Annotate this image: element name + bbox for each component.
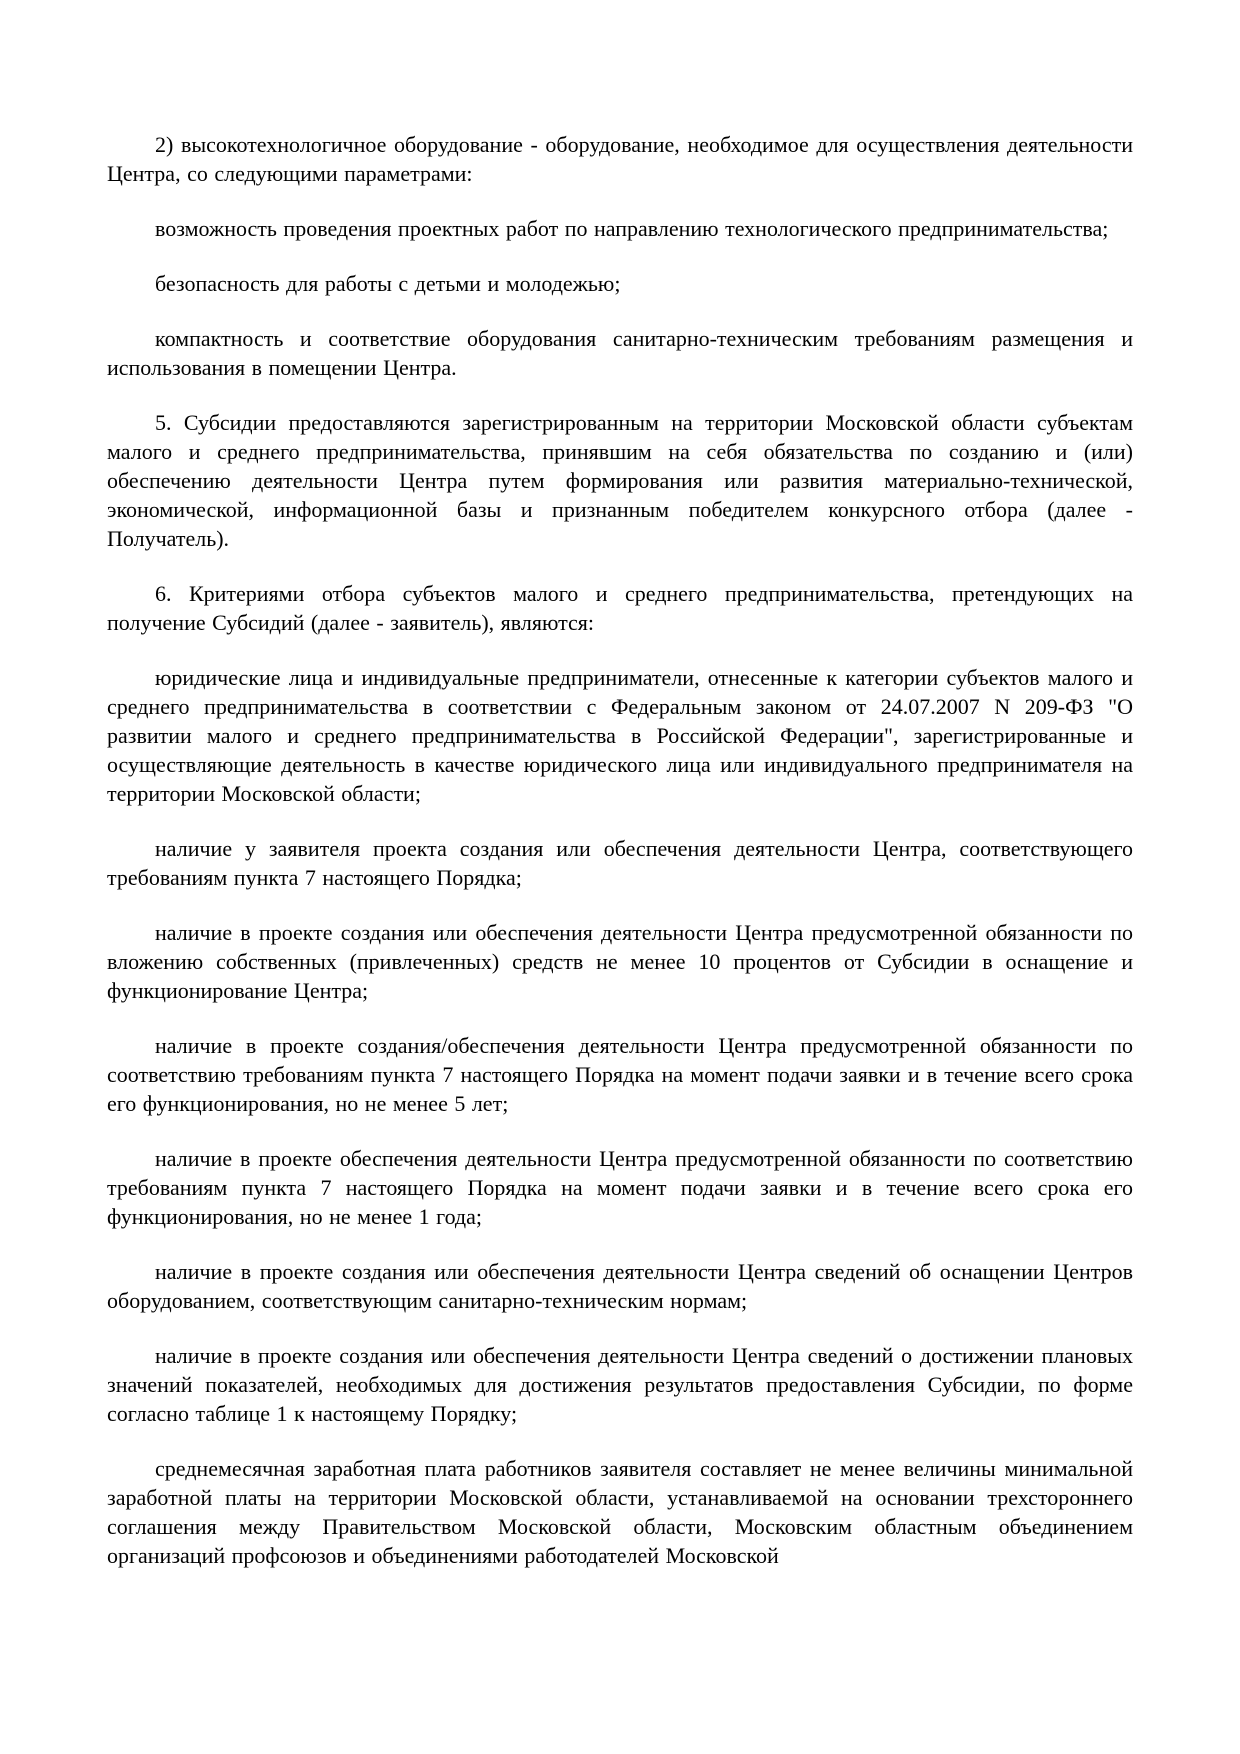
paragraph-criterion-project-existence: наличие у заявителя проекта создания или обеспечения деятельности Центра, соответствующего требованиям пункта 7 настоящего Порядка; xyxy=(107,836,1133,890)
paragraph-equipment-definition: 2) высокотехнологичное оборудование - оборудование, необходимое для осуществления деятельности Центра, со следующими параметрами: xyxy=(107,132,1133,186)
paragraph-param-project-work: возможность проведения проектных работ по направлению технологического предпринимательства; xyxy=(155,216,1109,241)
paragraph-criterion-own-funds: наличие в проекте создания или обеспечения деятельности Центра предусмотренной обязанности по вложению собственных (привлеченных) средств не менее 10 процентов от Субсидии в оснащение и функционирование Центра; xyxy=(107,920,1133,1003)
paragraph-param-safety: безопасность для работы с детьми и молодежью; xyxy=(155,271,621,296)
paragraph-criterion-1-year: наличие в проекте обеспечения деятельности Центра предусмотренной обязанности по соответствию требованиям пункта 7 настоящего Порядка на момент подачи заявки и в течение всего срока его функционирования, но не менее 1 года; xyxy=(107,1146,1133,1229)
paragraph-criterion-planned-indicators: наличие в проекте создания или обеспечения деятельности Центра сведений о достижении плановых значений показателей, необходимых для достижения результатов предоставления Субсидии, по форме согласно таблице 1 к настоящему Порядку; xyxy=(107,1343,1133,1426)
paragraph-clause-5: 5. Субсидии предоставляются зарегистрированным на территории Московской области субъектам малого и среднего предпринимательства, принявшим на себя обязательства по созданию и (или) обеспечению деятельности Центра путем формирования или развития материально-технической, экономической, информационной базы и признанным победителем конкурсного отбора (далее - Получатель). xyxy=(107,410,1133,551)
paragraph-param-compactness: компактность и соответствие оборудования санитарно-техническим требованиям размещения и использования в помещении Центра. xyxy=(107,326,1133,380)
paragraph-clause-6: 6. Критериями отбора субъектов малого и среднего предпринимательства, претендующих на получение Субсидий (далее - заявитель), являются: xyxy=(107,581,1133,635)
paragraph-criterion-legal-entities: юридические лица и индивидуальные предприниматели, отнесенные к категории субъектов малого и среднего предпринимательства в соответствии с Федеральным законом от 24.07.2007 N 209-ФЗ "О развитии малого и среднего предпринимательства в Российской Федерации", зарегистрированные и осуществляющие деятельность в качестве юридического лица или индивидуального предпринимателя на территории Московской области; xyxy=(107,665,1133,806)
paragraph-criterion-5-years: наличие в проекте создания/обеспечения деятельности Центра предусмотренной обязанности по соответствию требованиям пункта 7 настоящего Порядка на момент подачи заявки и в течение всего срока его функционирования, но не менее 5 лет; xyxy=(107,1033,1133,1116)
paragraph-criterion-sanitary-norms: наличие в проекте создания или обеспечения деятельности Центра сведений об оснащении Центров оборудованием, соответствующим санитарно-техническим нормам; xyxy=(107,1259,1133,1313)
paragraph-criterion-average-salary: среднемесячная заработная плата работников заявителя составляет не менее величины минимальной заработной платы на территории Московской области, устанавливаемой на основании трехстороннего соглашения между Правительством Московской области, Московским областным объединением организаций профсоюзов и объединениями работодателей Московской xyxy=(107,1456,1133,1568)
